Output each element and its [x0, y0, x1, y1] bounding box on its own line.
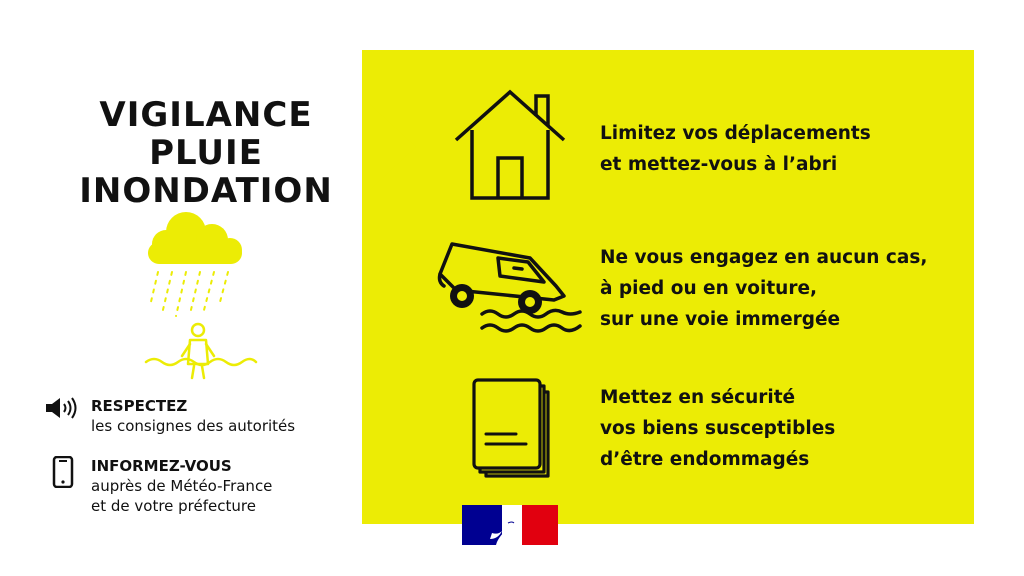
info-heading: RESPECTEZ: [91, 397, 188, 415]
advice-line: Limitez vos déplacements: [600, 123, 871, 144]
advice-shelter: [600, 118, 871, 180]
advice-line: sur une voie immergée: [600, 309, 841, 330]
alert-title: [60, 96, 352, 210]
advice-avoid-flooded-road: [600, 242, 927, 335]
advice-secure-belongings: [600, 382, 835, 475]
flooded-car-icon: [434, 238, 594, 338]
advice-line: Mettez en sécurité: [600, 387, 796, 408]
title-line-2: PLUIE: [149, 133, 263, 173]
house-icon: [452, 86, 568, 206]
info-line: auprès de Météo-France: [91, 477, 273, 495]
advice-line: vos biens susceptibles: [600, 418, 836, 439]
marianne-flag-logo: [462, 505, 558, 545]
speaker-icon: [44, 396, 80, 420]
advice-line: à pied ou en voiture,: [600, 278, 818, 299]
documents-icon: [466, 374, 556, 478]
info-heading: INFORMEZ-VOUS: [91, 457, 232, 475]
advice-line: d’être endommagés: [600, 449, 810, 470]
smartphone-icon: [52, 456, 74, 488]
advice-line: Ne vous engagez en aucun cas,: [600, 247, 928, 268]
advice-line: et mettez-vous à l’abri: [600, 154, 838, 175]
rain-flood-illustration-icon: [138, 206, 258, 384]
title-line-1: VIGILANCE: [99, 95, 313, 135]
panel-pointer: [362, 97, 416, 197]
info-line: et de votre préfecture: [91, 497, 256, 515]
title-line-3: INONDATION: [79, 171, 333, 211]
info-line: les consignes des autorités: [91, 417, 296, 435]
